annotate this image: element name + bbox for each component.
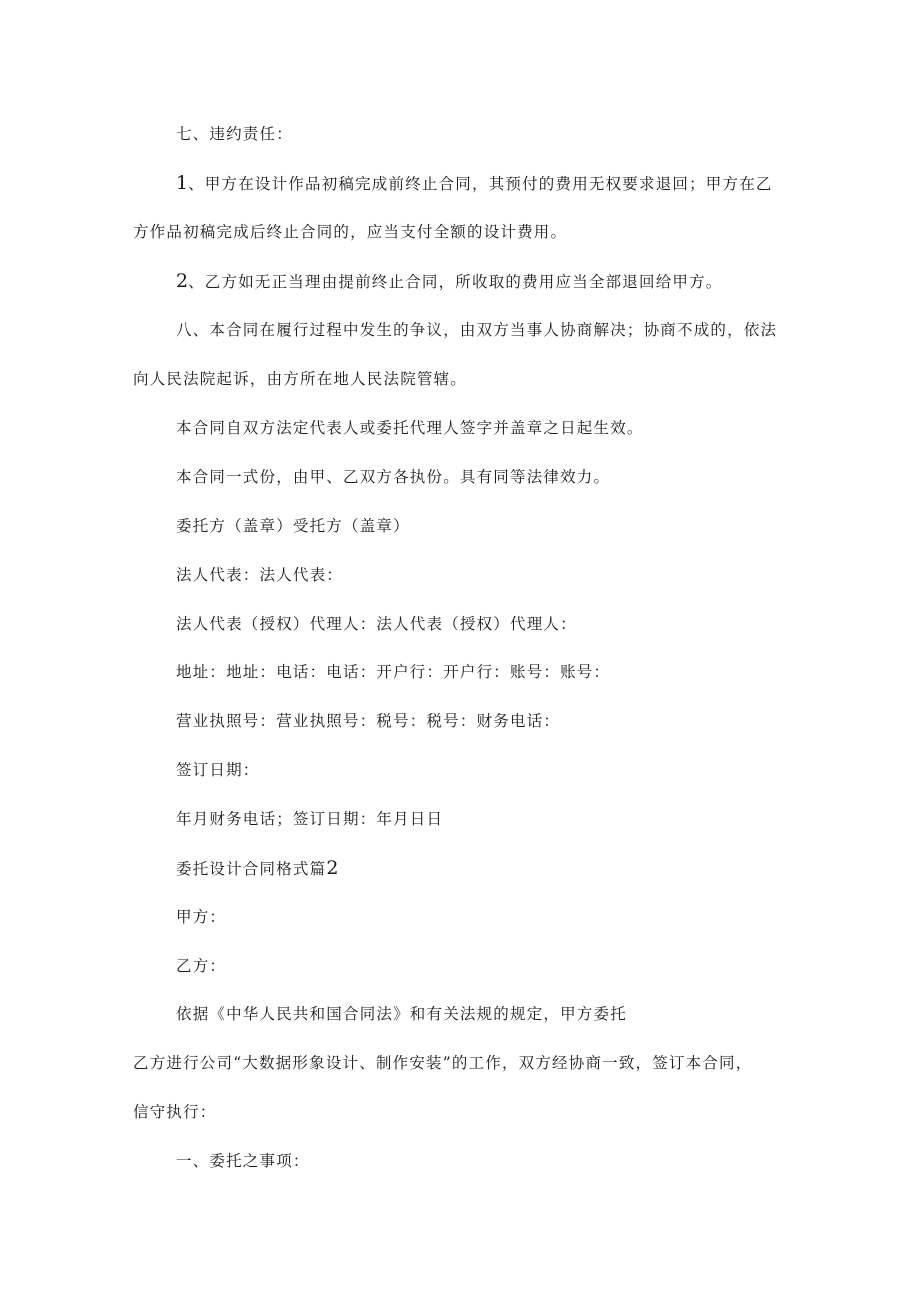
- signing-date-line: 签订日期：: [176, 761, 260, 779]
- paragraph-line: 2、乙方如无正当理由提前终止合同，所收取的费用应当全部退回给甲方。: [176, 270, 723, 292]
- paragraph-line: 乙方进行公司“大数据形象设计、制作安装”的工作，双方经协商一致，签订本合同，: [133, 1054, 753, 1072]
- paragraph-line: 向人民法院起诉，由方所在地人民法院管辖。: [133, 370, 468, 388]
- address-contact-line: 地址：地址：电话：电话：开户行：开户行：账号：账号：: [176, 663, 611, 681]
- authorized-agent-line: 法人代表（授权）代理人：法人代表（授权）代理人：: [176, 615, 577, 633]
- legal-representative-line: 法人代表：法人代表：: [176, 566, 344, 584]
- paragraph-line: 方作品初稿完成后终止合同的，应当支付全额的设计费用。: [133, 223, 568, 241]
- paragraph-line: 依据《中华人民共和国合同法》和有关法规的规定，甲方委托: [176, 1005, 627, 1023]
- section-title-part-2: 委托设计合同格式篇2: [176, 857, 339, 879]
- license-tax-line: 营业执照号：营业执照号：税号：税号：财务电话：: [176, 712, 561, 730]
- party-a-line: 甲方：: [176, 908, 227, 926]
- paragraph-line: 本合同自双方法定代表人或委托代理人签字并盖章之日起生效。: [176, 419, 644, 437]
- paragraph-line: 1、甲方在设计作品初稿完成前终止合同，其预付的费用无权要求退回；甲方在乙: [176, 172, 773, 194]
- party-b-line: 乙方：: [176, 957, 227, 975]
- paragraph-line: 八、本合同在履行过程中发生的争议，由双方当事人协商解决；协商不成的，依法: [176, 321, 778, 339]
- date-line: 年月财务电话；签订日期：年月日日: [176, 810, 444, 828]
- paragraph-line: 信守执行：: [133, 1103, 217, 1121]
- signature-parties-line: 委托方（盖章）受托方（盖章）: [176, 517, 410, 535]
- paragraph-line: 本合同一式份，由甲、乙双方各执份。具有同等法律效力。: [176, 468, 611, 486]
- section-heading-entrusted-matters: 一、委托之事项：: [176, 1152, 310, 1170]
- section-heading-breach-liability: 七、违约责任：: [176, 125, 293, 143]
